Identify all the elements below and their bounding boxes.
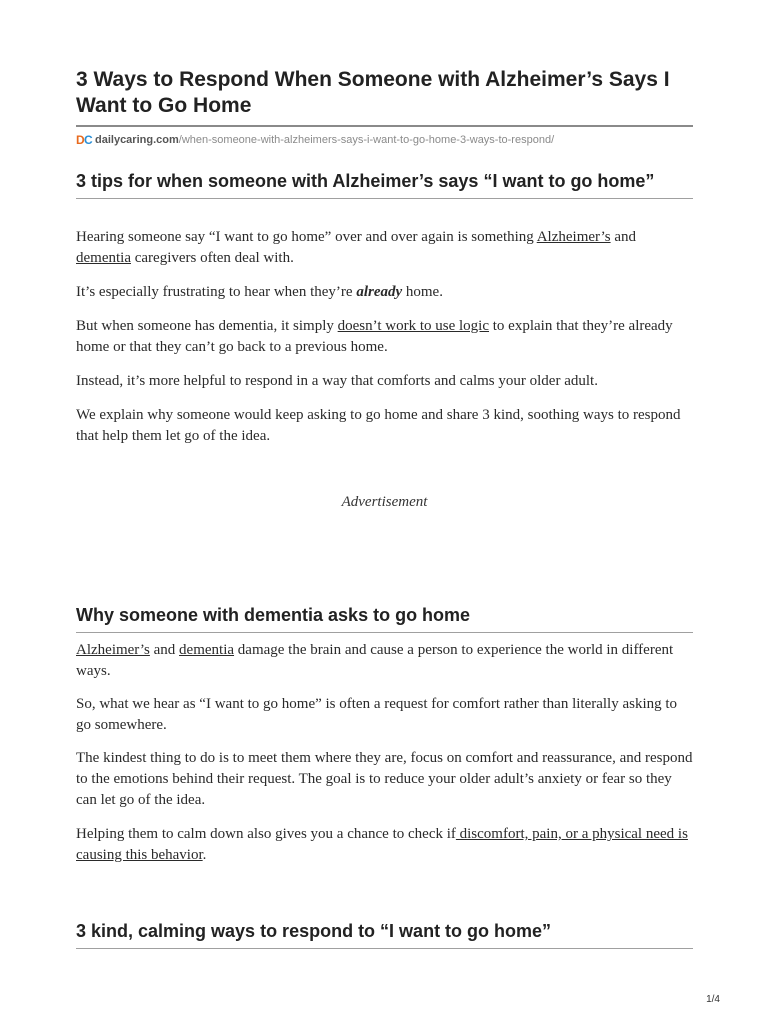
source-line	[76, 131, 693, 149]
alzheimers-link[interactable]: Alzheimer’s	[536, 229, 611, 245]
paragraph: So, what we hear as “I want to go home” is often a request for comfort rather than literally asking to go somewhere.	[76, 696, 678, 733]
logic-link[interactable]: doesn’t work to use logic	[337, 318, 490, 334]
source-domain-link[interactable]: dailycaring.com	[95, 134, 179, 146]
source-path: /when-someone-with-alzheimers-says-i-want-to-go-home-3-ways-to-respond/	[178, 134, 555, 146]
paragraph: It’s especially frustrating to hear when they’re already home.	[76, 284, 443, 300]
dementia-link[interactable]: dementia	[76, 250, 131, 266]
paragraph: Instead, it’s more helpful to respond in a way that comforts and calms your older adult.	[76, 373, 598, 389]
paragraph: Hearing someone say “I want to go home” over and over again is something Alzheimer’s and dementia caregivers often deal with.	[76, 229, 637, 266]
dementia-link[interactable]: dementia	[179, 642, 235, 658]
section-heading-ways: 3 kind, calming ways to respond to “I want to go home”	[76, 920, 693, 949]
physical-need-link[interactable]: discomfort, pain, or a physical need is causing this behavior	[76, 826, 688, 863]
alzheimers-link[interactable]: Alzheimer’s	[76, 642, 150, 658]
paragraph: Helping them to calm down also gives you a chance to check if discomfort, pain, or a physical need is causing this behavior.	[76, 826, 688, 863]
advertisement-label: Advertisement	[341, 494, 428, 510]
section-heading-tips: 3 tips for when someone with Alzheimer’s says “I want to go home”	[76, 170, 693, 199]
emphasis-already: already	[356, 284, 403, 300]
dailycaring-logo-icon: D C	[76, 133, 93, 147]
paragraph: Alzheimer’s and dementia damage the brain and cause a person to experience the world in different ways.	[76, 642, 674, 679]
paragraph: We explain why someone would keep asking to go home and share 3 kind, soothing ways to respond that help them let go of the idea.	[76, 407, 681, 444]
section-heading-why: Why someone with dementia asks to go home	[76, 604, 693, 633]
paragraph: But when someone has dementia, it simply doesn’t work to use logic to explain that they’re already home or that they can’t go back to a previous home.	[76, 318, 673, 355]
document-page	[76, 0, 693, 941]
paragraph: The kindest thing to do is to meet them where they are, focus on comfort and reassurance, and respond to the emotions behind their request. The goal is to reduce your older adult’s anxiety or fear so they can let go of the idea.	[76, 750, 693, 808]
article-title: 3 Ways to Respond When Someone with Alzheimer’s Says I Want to Go Home	[76, 0, 693, 127]
page-number: 1/4	[706, 994, 720, 1005]
